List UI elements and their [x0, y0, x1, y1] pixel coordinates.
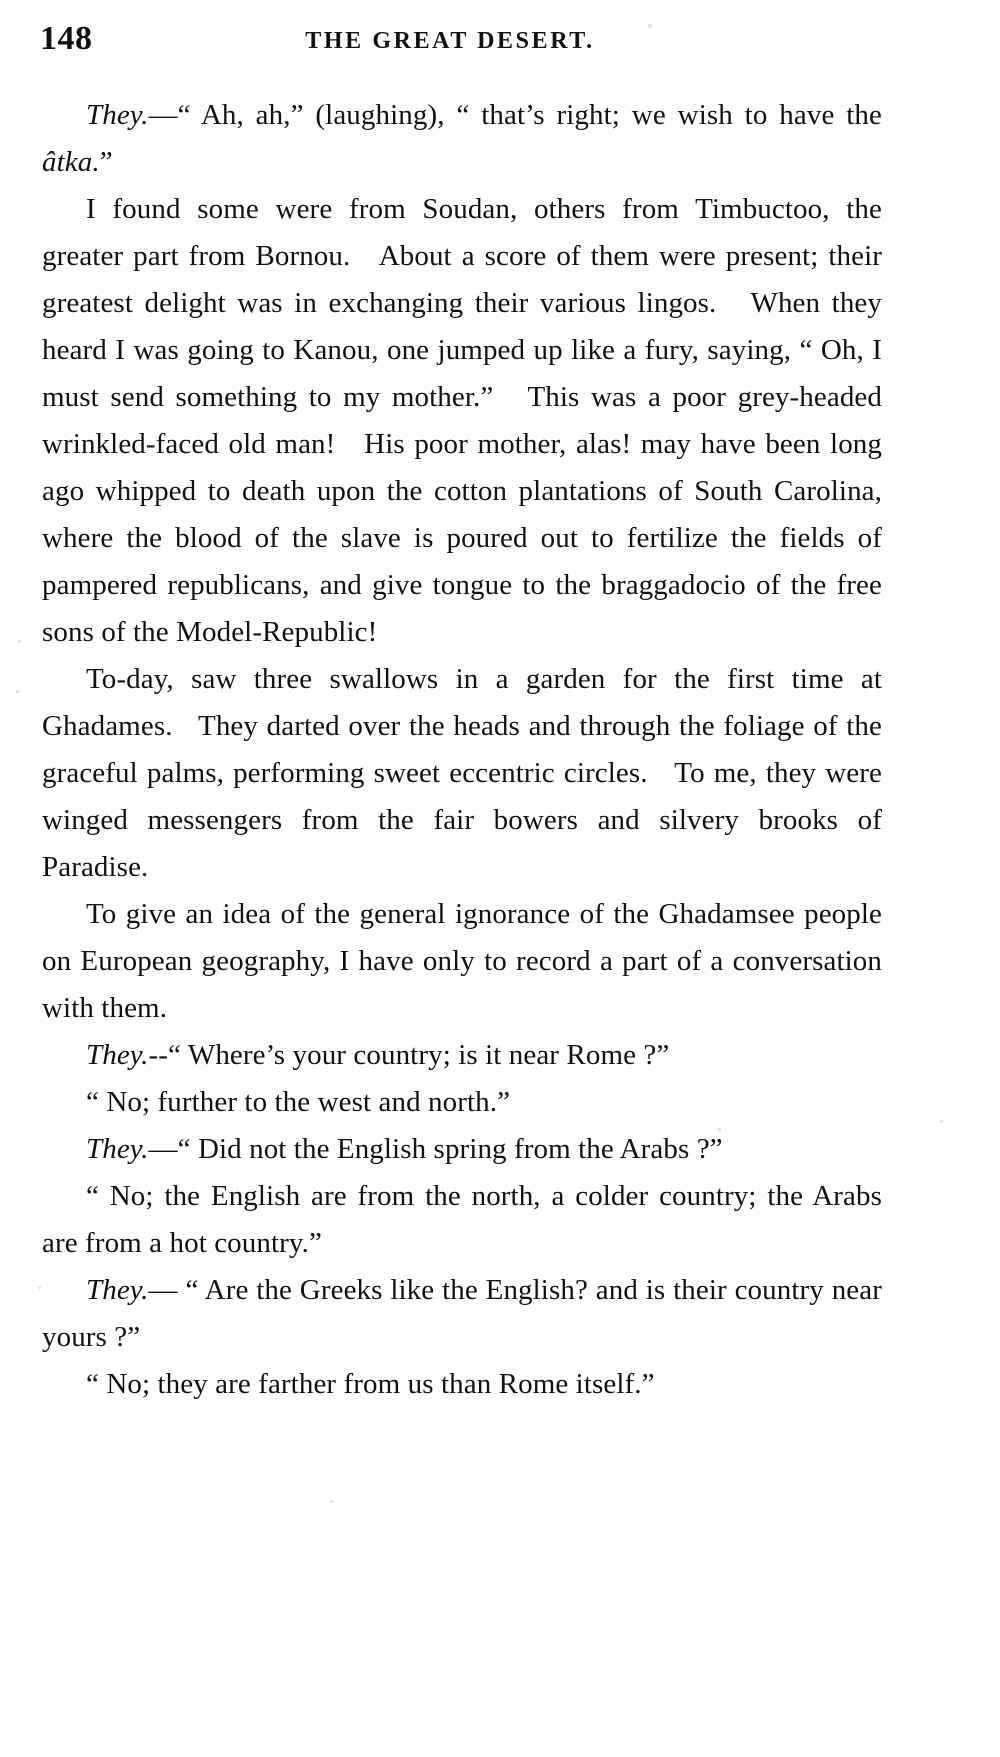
paragraph: “ No; they are farther from us than Rome itself.”: [86, 1368, 655, 1400]
paper-speck: [648, 24, 652, 28]
paper-speck: [18, 640, 21, 643]
paper-speck: [330, 1500, 333, 1503]
paragraph: “ No; further to the west and north.”: [86, 1086, 511, 1118]
paragraph: They.--“ Where’s your country; is it near Rome ?”: [86, 1039, 670, 1071]
paper-speck: [38, 1286, 41, 1289]
paper-speck: [16, 690, 19, 693]
paragraph: To give an idea of the general ignorance of the Ghadamsee people on European geography, I have only to record a part of a conversation with them.: [42, 898, 882, 1024]
paragraph: They.—“ Ah, ah,” (laughing), “ that’s right; we wish to have the âtka.”: [42, 99, 882, 178]
paragraph: To-day, saw three swallows in a garden for the first time at Ghadames. They darted over the heads and through the foliage of the graceful palms, performing sweet eccentric circles. To me, they were winged messengers from the fair bowers and silvery brooks of Paradise.: [42, 663, 882, 883]
page-number: 148: [40, 20, 93, 57]
paragraph: “ No; the English are from the north, a colder country; the Arabs are from a hot country.”: [42, 1180, 882, 1259]
page-header: [40, 20, 920, 64]
paper-speck: [718, 1128, 721, 1131]
paper-speck: [940, 1120, 943, 1123]
running-head: THE GREAT DESERT.: [305, 28, 595, 54]
paragraph: They.—“ Did not the English spring from the Arabs ?”: [86, 1133, 723, 1165]
body-text: [42, 92, 882, 1408]
paragraph: I found some were from Soudan, others from Timbuctoo, the greater part from Bornou. About a score of them were present; their greatest delight was in exchanging their various lingos. When they heard I was going to Kanou, one jumped up like a fury, saying, “ Oh, I must send something to my mother.” This was a poor grey-headed wrinkled-faced old man! His poor mother, alas! may have been long ago whipped to death upon the cotton plantations of South Carolina, where the blood of the slave is poured out to fertilize the fields of pampered republicans, and give tongue to the braggadocio of the free sons of the Model-Republic!: [42, 193, 882, 648]
paragraph: They.— “ Are the Greeks like the English? and is their country near yours ?”: [42, 1274, 882, 1353]
